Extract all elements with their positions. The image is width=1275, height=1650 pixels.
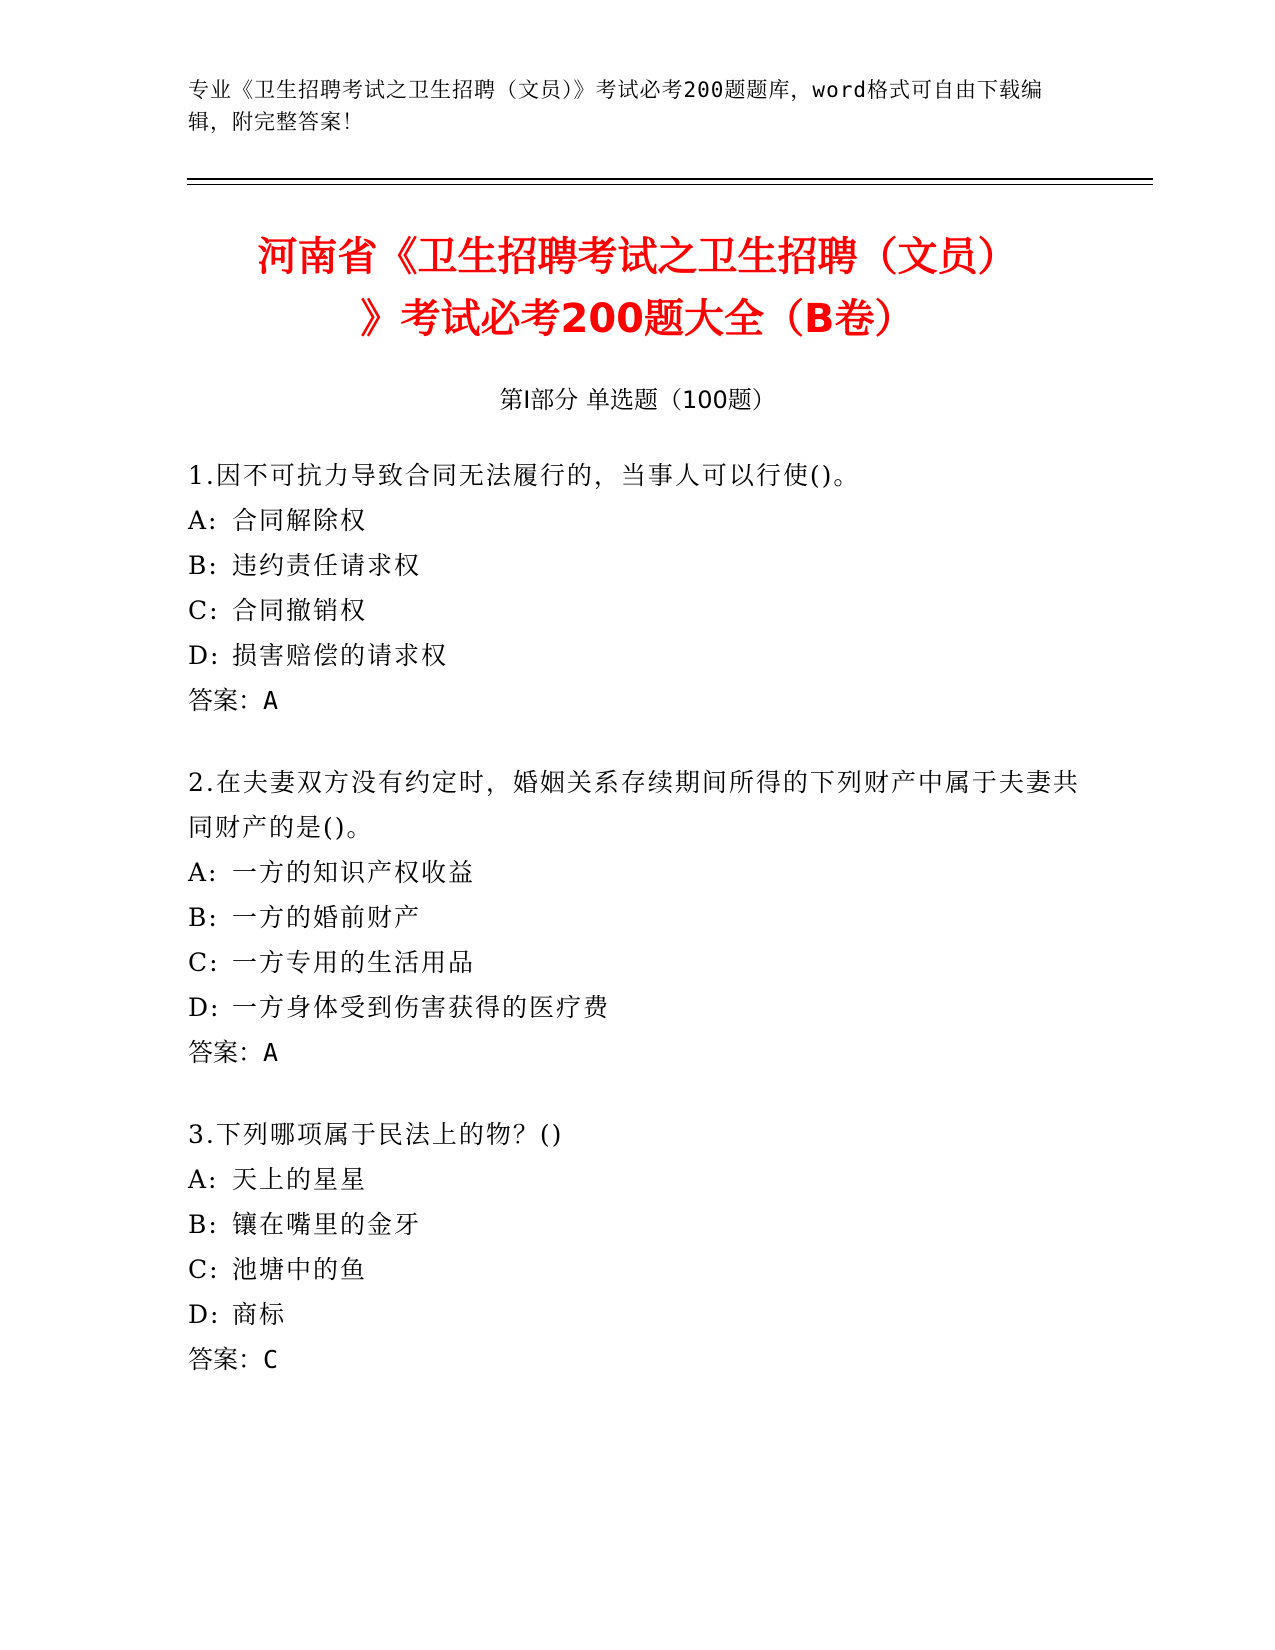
answer-line — [188, 678, 1088, 723]
option-text: 一方身体受到伤害获得的医疗费 — [232, 993, 611, 1022]
option-letter: B: — [188, 1210, 219, 1239]
option-d — [188, 985, 1088, 1030]
option-letter: C: — [188, 596, 220, 625]
question-3 — [188, 1112, 1088, 1382]
option-text: 商标 — [232, 1300, 287, 1329]
header-rule-thick — [187, 178, 1153, 180]
answer-label: 答案： — [188, 1038, 264, 1067]
option-text: 合同解除权 — [232, 506, 368, 535]
answer-value: A — [263, 1038, 279, 1067]
question-stem: 2.在夫妻双方没有约定时，婚姻关系存续期间所得的下列财产中属于夫妻共同财产的是()。 — [188, 768, 1080, 842]
option-text: 一方的婚前财产 — [232, 903, 422, 932]
answer-value: C — [263, 1345, 279, 1374]
option-text: 镶在嘴里的金牙 — [232, 1210, 422, 1239]
question-2 — [188, 760, 1088, 1075]
option-text: 合同撤销权 — [232, 596, 368, 625]
option-letter: B: — [188, 551, 219, 580]
section-title: 第Ⅰ部分 单选题（100题） — [499, 386, 776, 414]
option-letter: D: — [188, 641, 221, 670]
answer-line — [188, 1030, 1088, 1075]
option-text: 一方的知识产权收益 — [232, 858, 476, 887]
option-c — [188, 588, 1088, 633]
document-title-line-1: 河南省《卫生招聘考试之卫生招聘（文员） — [257, 234, 1018, 280]
option-b — [188, 895, 1088, 940]
option-letter: B: — [188, 903, 219, 932]
document-title-line-2: 》考试必考200题大全（B卷） — [360, 296, 915, 342]
option-text: 损害赔偿的请求权 — [232, 641, 449, 670]
option-text: 一方专用的生活用品 — [232, 948, 476, 977]
option-d — [188, 633, 1088, 678]
option-a — [188, 850, 1088, 895]
answer-line — [188, 1337, 1088, 1382]
header-note: 专业《卫生招聘考试之卫生招聘（文员）》考试必考200题题库，word格式可自由下载编辑，附完整答案！ — [188, 78, 1043, 134]
document-title — [150, 226, 1125, 350]
option-text: 违约责任请求权 — [232, 551, 422, 580]
option-c — [188, 940, 1088, 985]
option-d — [188, 1292, 1088, 1337]
answer-label: 答案： — [188, 686, 264, 715]
option-letter: A: — [188, 1165, 219, 1194]
option-a — [188, 498, 1088, 543]
option-letter: A: — [188, 506, 219, 535]
answer-label: 答案： — [188, 1345, 264, 1374]
option-letter: A: — [188, 858, 219, 887]
option-text: 池塘中的鱼 — [232, 1255, 368, 1284]
option-letter: D: — [188, 1300, 221, 1329]
option-letter: D: — [188, 993, 221, 1022]
question-stem: 1.因不可抗力导致合同无法履行的，当事人可以行使()。 — [188, 461, 861, 490]
option-letter: C: — [188, 948, 220, 977]
option-a — [188, 1157, 1088, 1202]
question-stem: 3.下列哪项属于民法上的物？() — [188, 1120, 564, 1149]
header-rule-thin — [187, 184, 1153, 185]
option-letter: C: — [188, 1255, 220, 1284]
answer-value: A — [263, 686, 279, 715]
option-text: 天上的星星 — [232, 1165, 368, 1194]
question-1 — [188, 453, 1088, 723]
option-b — [188, 543, 1088, 588]
option-c — [188, 1247, 1088, 1292]
option-b — [188, 1202, 1088, 1247]
